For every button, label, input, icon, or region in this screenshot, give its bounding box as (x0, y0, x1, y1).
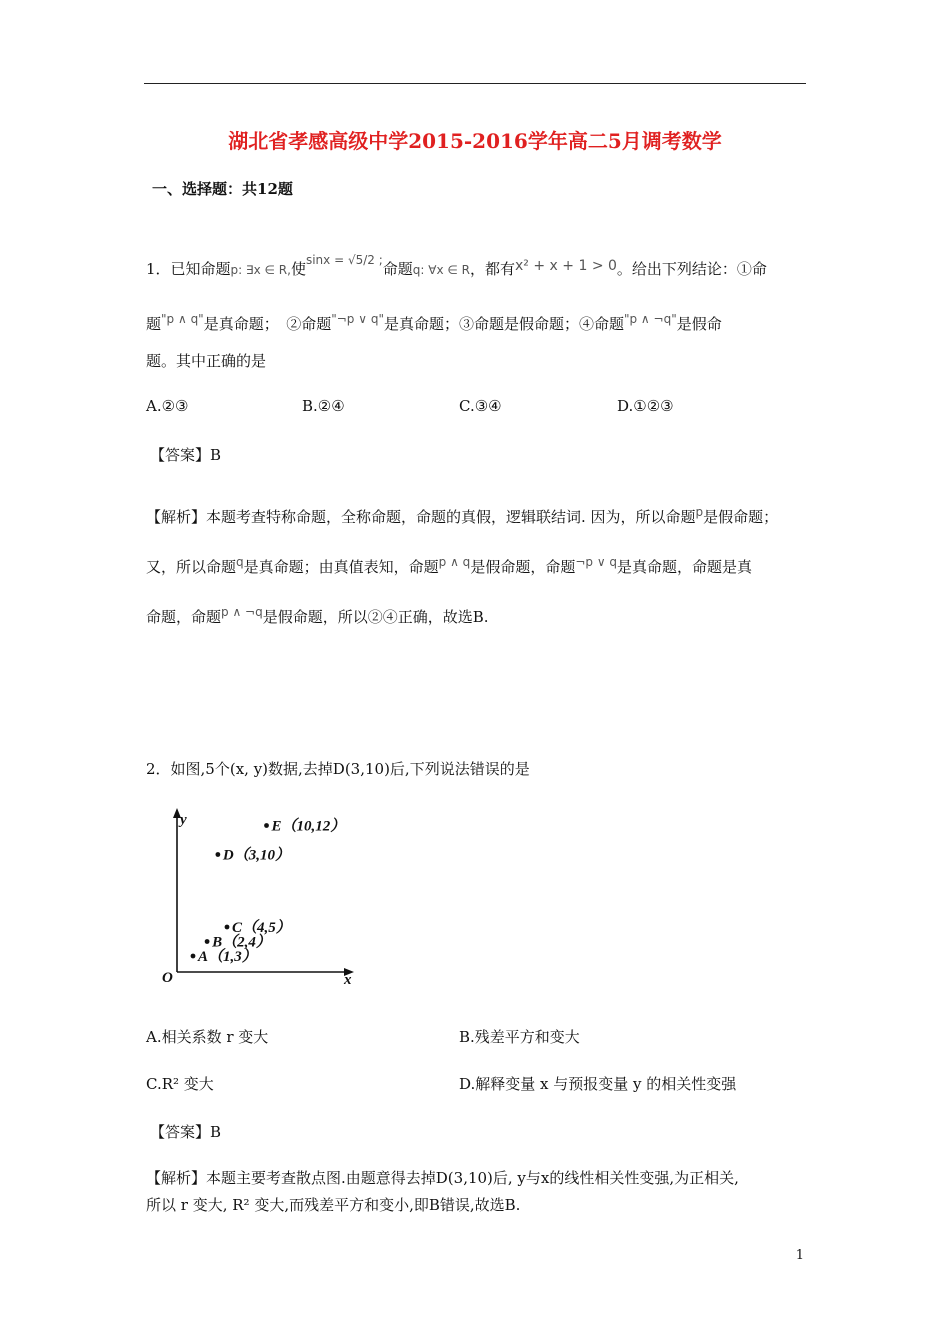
q1-text: 是真命题； ②命题 (203, 315, 332, 333)
formula-p-and-q: p ∧ q (438, 555, 471, 569)
point-d (215, 852, 220, 857)
formula-p: p: ∃x ∈ R, (230, 263, 291, 277)
q1-text: 使 (290, 260, 306, 278)
q1-answer: 【答案】B (150, 446, 222, 464)
page-number: 1 (795, 1248, 804, 1263)
q1-text: 命题 (382, 260, 413, 278)
q1-line-3: 题。其中正确的是 (146, 352, 267, 370)
formula-q: q: ∀x ∈ R (412, 263, 470, 277)
q1-line-2 (146, 313, 722, 334)
point-label-e: E（10,12） (271, 818, 346, 835)
q1-explanation-text: 是真命题，命题是真 (617, 558, 753, 576)
formula-p-and-q: "p ∧ q" (161, 312, 204, 326)
q1-line-1 (146, 253, 767, 279)
q1-explanation-line-1 (146, 506, 778, 527)
q1-explanation-text: 又，所以命题 (146, 558, 237, 576)
q1-explanation-text: 是假命题，命题 (470, 558, 576, 576)
formula-p: p (695, 505, 704, 519)
q1-option-c: C.③④ (459, 397, 502, 415)
q2-option-a: A.相关系数 r 变大 (146, 1028, 269, 1046)
header-rule (144, 83, 806, 84)
formula-not-p-or-q: ¬p ∨ q (575, 555, 618, 569)
q1-text: 是真命题；③命题是假命题；④命题 (383, 315, 624, 333)
q1-text: 1．已知命题 (146, 260, 231, 278)
y-axis-label: y (180, 812, 187, 828)
formula-q: q (236, 555, 244, 569)
q2-option-b: B.残差平方和变大 (459, 1028, 580, 1046)
q2-answer: 【答案】B (150, 1123, 222, 1141)
q2-explanation-line-2: 所以 r 变大, R² 变大,而残差平方和变小,即B错误,故选B. (146, 1196, 521, 1214)
q1-option-a: A.②③ (146, 397, 189, 415)
point-label-c: C（4,5） (232, 920, 291, 936)
formula-not-p-or-q: "¬p ∨ q" (331, 312, 384, 326)
q1-explanation-text: 是假命题； (703, 508, 779, 526)
q1-text: 。给出下列结论：①命 (616, 260, 767, 278)
scatter-figure (150, 800, 370, 990)
q2-option-d: D.解释变量 x 与预报变量 y 的相关性变强 (459, 1075, 737, 1093)
q2-stem: 2．如图,5个(x, y)数据,去掉D(3,10)后,下列说法错误的是 (146, 760, 530, 778)
formula-p-and-not-q: "p ∧ ¬q" (623, 312, 677, 326)
q1-explanation-text: 是真命题；由真值表知，命题 (243, 558, 439, 576)
point-label-a: A（1,3） (198, 949, 257, 965)
q1-explanation-text: 【解析】本题考查特称命题，全称命题，命题的真假，逻辑联结词. 因为，所以命题 (146, 508, 696, 526)
point-e (264, 823, 269, 828)
q1-explanation-line-2 (146, 556, 752, 577)
origin-label: O (162, 970, 173, 986)
formula-p-and-not-q: p ∧ ¬q (221, 605, 263, 619)
section-heading: 一、选择题：共12题 (152, 180, 293, 198)
document-title: 湖北省孝感高级中学2015-2016学年高二5月调考数学 (228, 129, 722, 153)
point-c (225, 925, 230, 930)
q1-text: 是假命 (676, 315, 722, 333)
q2-option-c: C.R² 变大 (146, 1075, 214, 1093)
point-label-b: B（2,4） (212, 934, 271, 951)
point-label-d: D（3,10） (222, 847, 290, 864)
q1-explanation-line-3 (146, 606, 489, 627)
formula-sin: sinx = √5/2 ; (305, 253, 383, 267)
q1-explanation-text: 命题，命题 (146, 608, 222, 626)
q1-option-d: D.①②③ (617, 397, 674, 415)
q1-text: ，都有 (470, 260, 516, 278)
q1-text: 题 (146, 315, 162, 333)
q1-option-b: B.②④ (302, 397, 345, 415)
q1-explanation-text: 是假命题，所以②④正确，故选B. (262, 608, 489, 626)
point-b (205, 939, 210, 944)
point-a (191, 954, 196, 959)
q2-explanation-line-1: 【解析】本题主要考查散点图.由题意得去掉D(3,10)后, y与x的线性相关性变强,为正相关, (146, 1169, 739, 1187)
formula-inequality: x² + x + 1 > 0 (515, 258, 617, 274)
x-axis-label: x (344, 972, 352, 988)
